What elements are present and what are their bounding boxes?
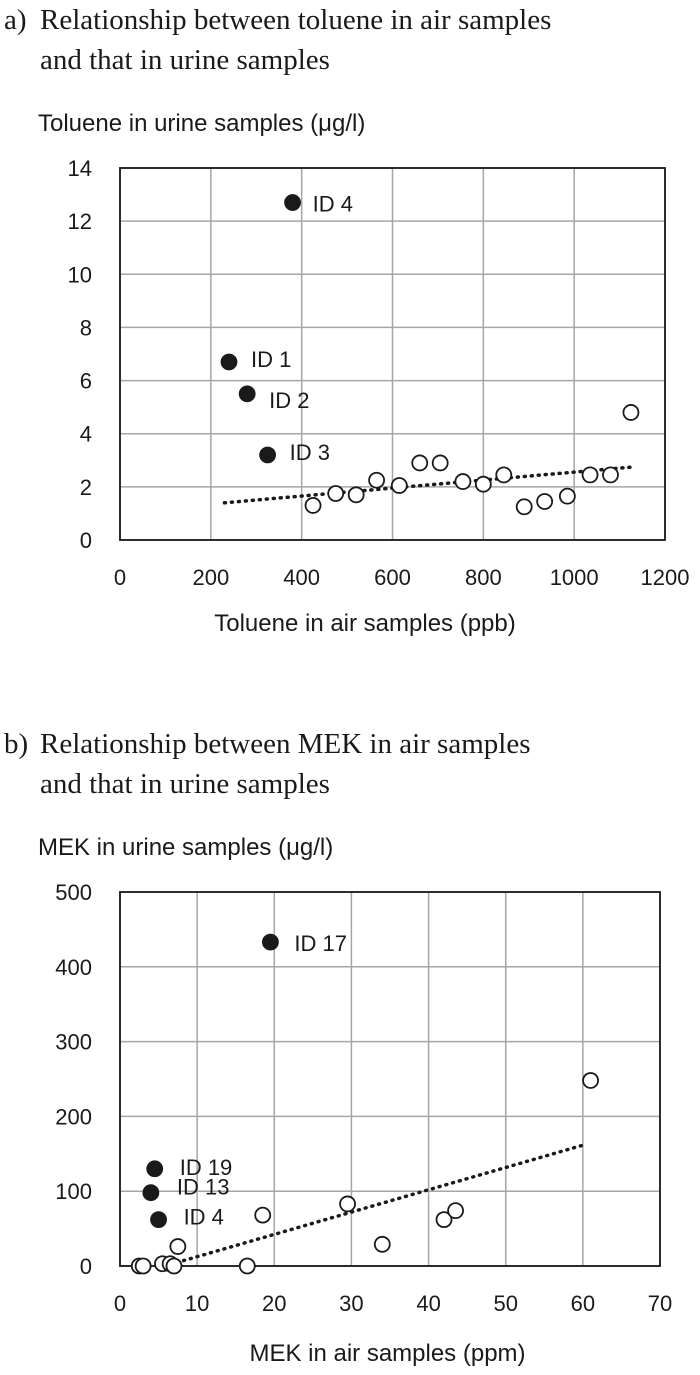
panel-a-point-label-2: ID 2: [269, 387, 310, 413]
panel-b-y-tick-4: 400: [55, 954, 92, 980]
panel-a-y-axis-label: Toluene in urine samples (μg/l): [38, 110, 366, 137]
panel-b-x-axis-label: MEK in air samples (ppm): [249, 1340, 526, 1367]
panel-a-x-tick-1: 200: [192, 565, 230, 590]
panel-b-x-tick-5: 50: [493, 1291, 518, 1316]
panel-b-y-tick-1: 100: [55, 1179, 92, 1205]
panel-a-y-tick-0: 0: [79, 528, 92, 553]
panel-a-x-tick-4: 800: [464, 565, 502, 590]
panel-a-y-tick-1: 2: [79, 474, 92, 500]
panel-b-point-open-11: [448, 1203, 463, 1218]
panel-b-point-open-4: [167, 1259, 182, 1274]
panel-b-x-tick-0: 0: [113, 1291, 127, 1316]
panel-b-point-open-1: [136, 1259, 151, 1274]
panel-b-y-tick-5: 500: [55, 880, 92, 905]
panel-a-x-tick-6: 1200: [640, 565, 690, 590]
panel-a-y-tick-6: 12: [67, 209, 92, 235]
panel-b-point-filled-2: [143, 1185, 158, 1200]
panel-a-x-tick-0: 0: [113, 565, 127, 590]
panel-b-point-open-6: [240, 1259, 255, 1274]
panel-b-point-open-7: [255, 1208, 270, 1223]
panel-b-x-tick-1: 10: [184, 1291, 210, 1316]
panel-b-x-tick-6: 60: [570, 1291, 596, 1316]
panel-b-x-tick-4: 40: [416, 1291, 441, 1316]
panel-b-point-label-0: ID 17: [294, 931, 348, 957]
panel-b-x-tick-2: 20: [262, 1291, 287, 1316]
panel-b-point-open-8: [340, 1196, 355, 1211]
panel-b-point-label-2: ID 13: [176, 1174, 230, 1200]
panel-b-point-open-9: [375, 1237, 390, 1252]
panel-b-y-axis-label: MEK in urine samples (μg/l): [38, 834, 334, 861]
panel-b-y-tick-3: 300: [55, 1029, 92, 1055]
panel-b-point-filled-0: [263, 935, 278, 950]
panel-a-point-label-3: ID 3: [289, 439, 330, 465]
panel-b-y-tick-2: 200: [55, 1104, 92, 1130]
panel-b-title-line1: Relationship between MEK in air samples: [40, 728, 531, 760]
panel-a-point-label-1: ID 1: [251, 346, 292, 372]
panel-a-y-tick-7: 14: [67, 156, 92, 181]
panel-b-point-label-1: ID 19: [179, 1154, 233, 1180]
panel-a-y-tick-5: 10: [67, 262, 92, 288]
panel-b-y-tick-0: 0: [79, 1254, 92, 1279]
panel-a-y-tick-4: 8: [79, 315, 92, 341]
panel-a-title-line2: and that in urine samples: [40, 44, 330, 76]
panel-a-x-tick-3: 600: [374, 565, 411, 590]
panel-b-point-filled-3: [151, 1212, 166, 1227]
panel-a-prefix: a): [4, 4, 27, 36]
panel-b-title-line2: and that in urine samples: [40, 768, 330, 800]
panel-b-point-open-5: [170, 1239, 185, 1254]
panel-b-prefix: b): [4, 728, 29, 760]
panel-a-y-tick-2: 4: [79, 421, 92, 447]
panel-b-x-tick-3: 30: [339, 1291, 364, 1316]
panel-b-point-label-3: ID 4: [183, 1204, 224, 1230]
panel-b-point-filled-1: [147, 1161, 162, 1176]
panel-a-x-axis-label: Toluene in air samples (ppb): [214, 610, 516, 637]
panel-a-x-tick-5: 1000: [549, 565, 599, 590]
panel-a-y-tick-3: 6: [79, 368, 92, 394]
panel-a-point-label-0: ID 4: [312, 191, 353, 217]
panel-a-x-tick-2: 400: [283, 565, 321, 590]
panel-b-point-open-12: [583, 1073, 598, 1088]
panel-b-x-tick-7: 70: [647, 1291, 673, 1316]
panel-a-title-line1: Relationship between toluene in air samples: [40, 4, 552, 36]
